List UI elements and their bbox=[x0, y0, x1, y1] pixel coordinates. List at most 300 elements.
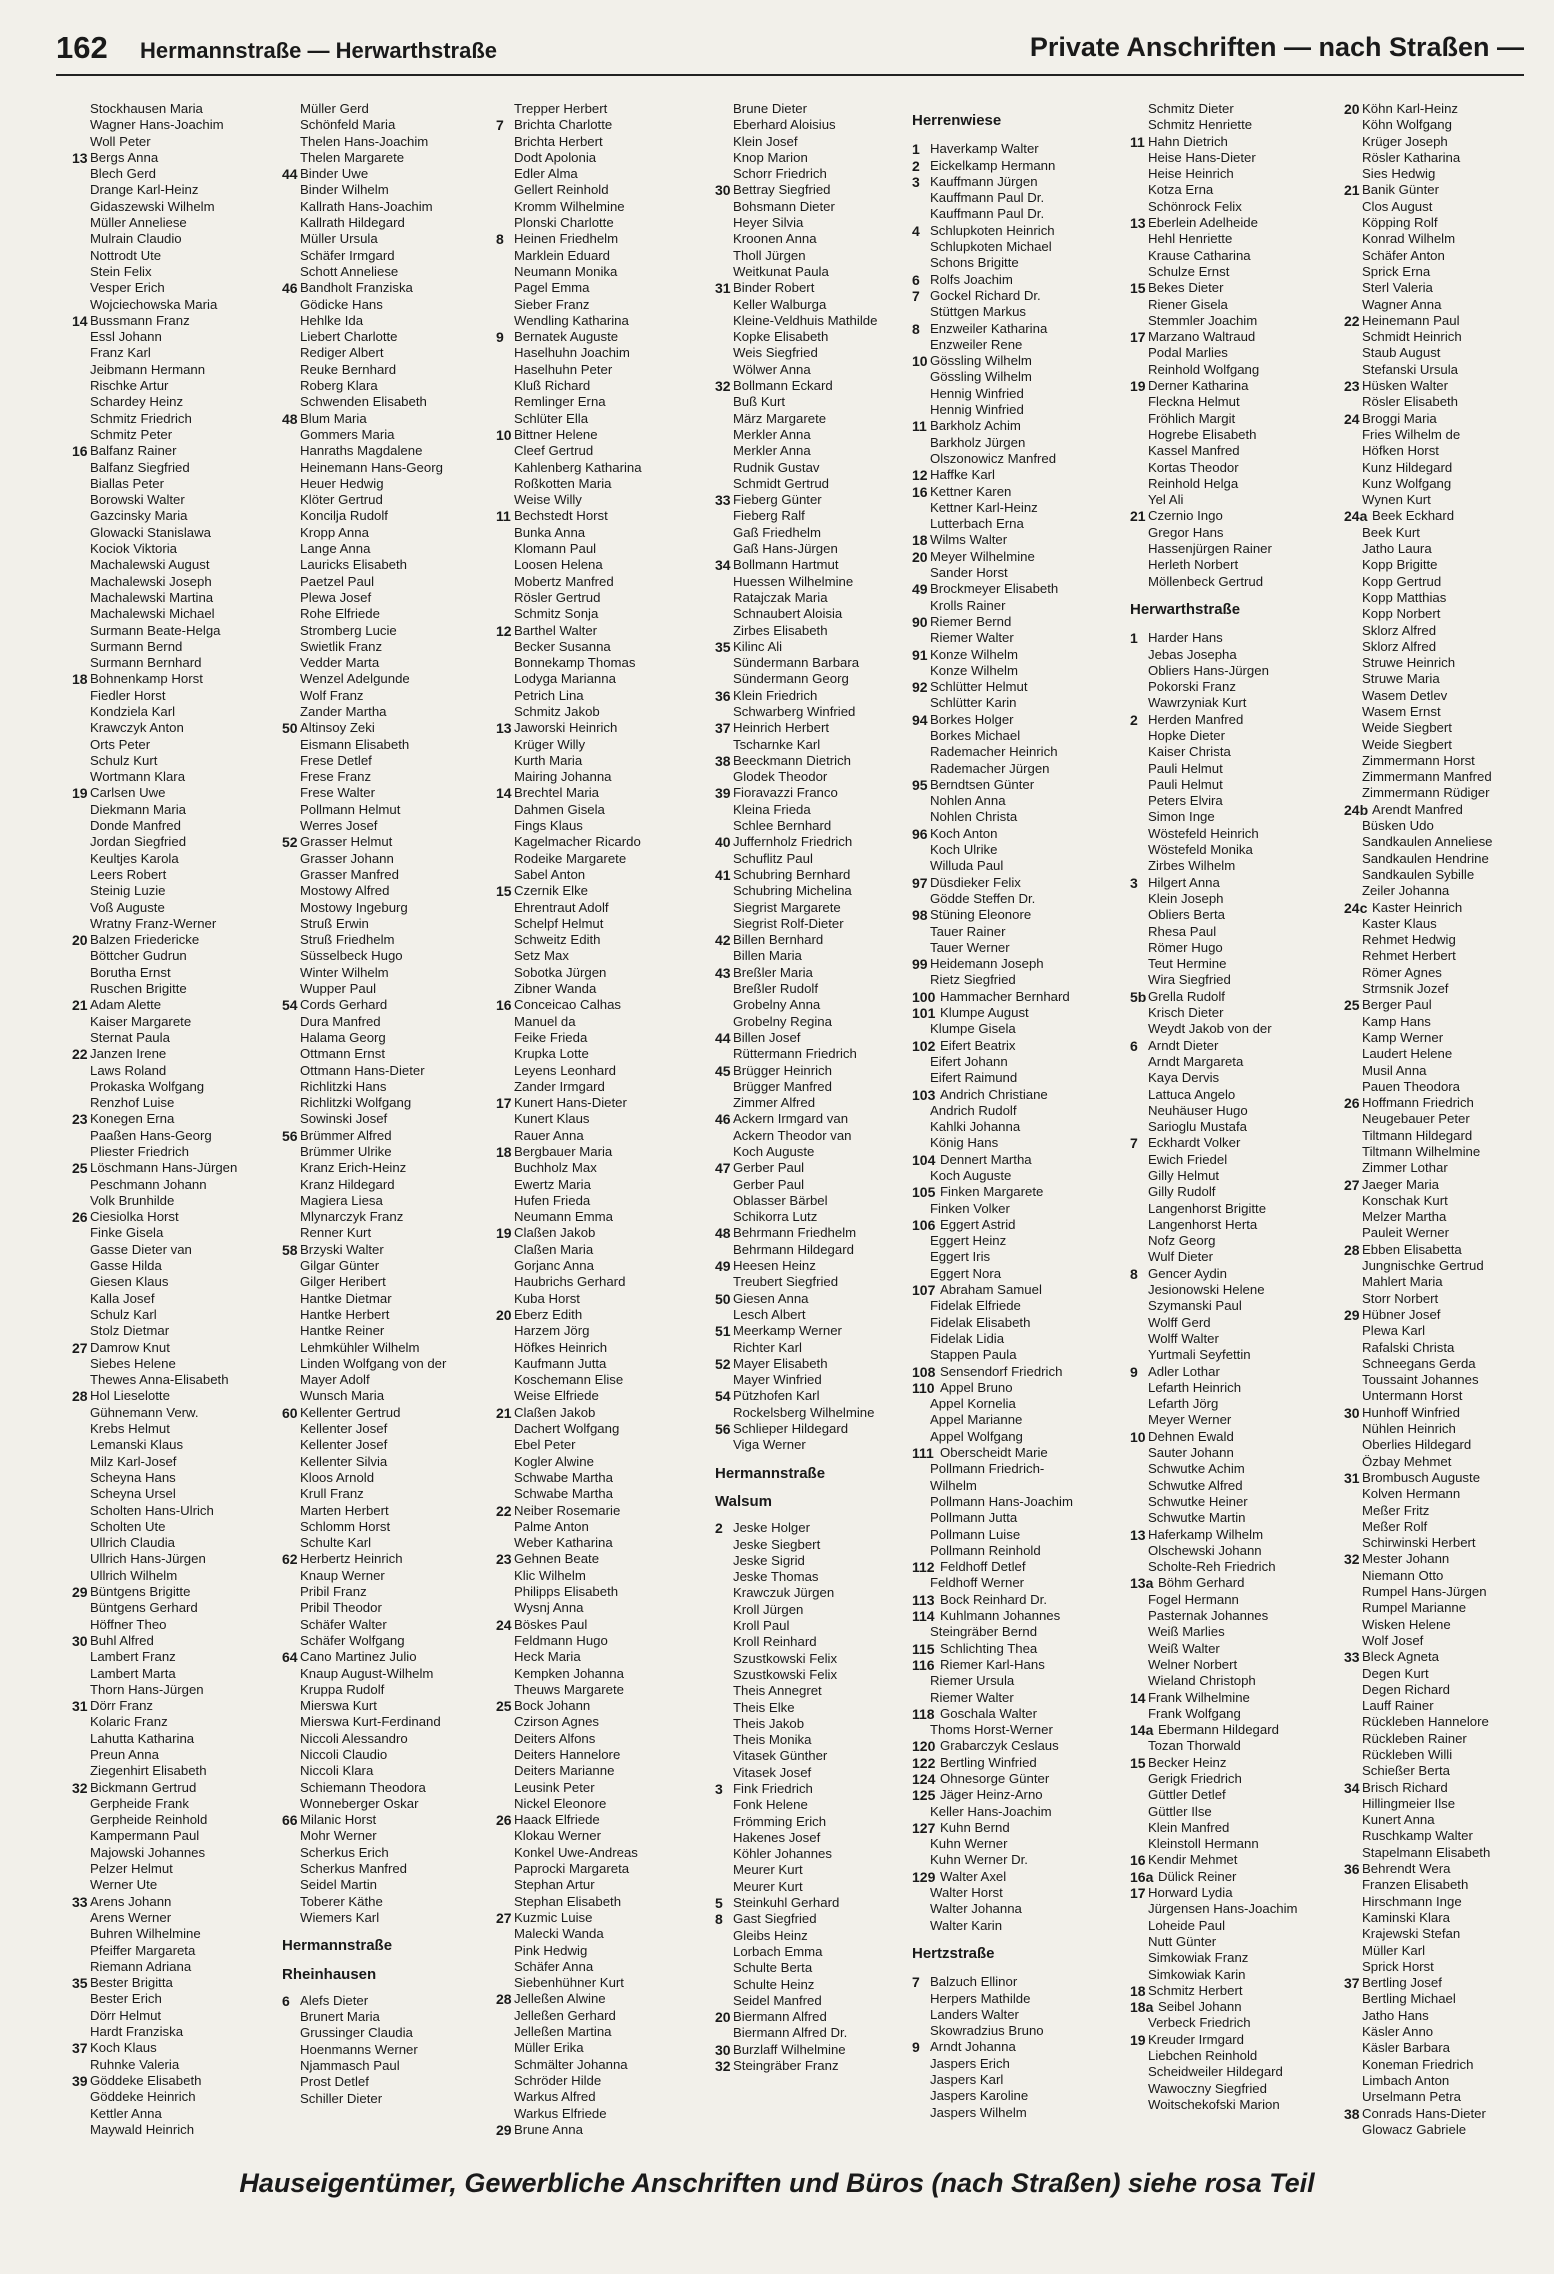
list-item bbox=[496, 557, 708, 573]
list-item bbox=[1344, 1388, 1554, 1404]
resident-name: Weiß Walter bbox=[1148, 1640, 1220, 1656]
list-item bbox=[282, 541, 494, 557]
resident-name: Steinkuhl Gerhard bbox=[733, 1895, 840, 1911]
house-number bbox=[496, 834, 514, 850]
resident-name: Obliers Berta bbox=[1148, 907, 1225, 923]
house-number bbox=[1344, 117, 1362, 133]
list-item bbox=[912, 321, 1124, 337]
house-number bbox=[282, 492, 300, 508]
street-heading: Hermannstraße bbox=[715, 1464, 826, 1482]
resident-name: Pfeiffer Margareta bbox=[90, 1942, 196, 1958]
house-number bbox=[72, 1731, 90, 1747]
house-number: 28 bbox=[496, 1991, 512, 2008]
house-number bbox=[72, 1845, 90, 1861]
house-number bbox=[282, 1731, 300, 1747]
resident-name: Ottmann Hans-Dieter bbox=[300, 1062, 425, 1078]
resident-name: Büsken Udo bbox=[1362, 818, 1434, 834]
house-number bbox=[912, 1478, 930, 1494]
resident-name: Klein Joseph bbox=[1148, 890, 1224, 906]
house-number bbox=[72, 492, 90, 508]
list-item bbox=[496, 199, 708, 215]
list-item bbox=[1130, 117, 1342, 133]
resident-name: Kaminski Klara bbox=[1362, 1909, 1450, 1925]
house-number: 18 bbox=[72, 671, 88, 688]
house-number: 25 bbox=[72, 1160, 88, 1177]
list-item bbox=[715, 1602, 927, 1618]
resident-name: Krupka Lotte bbox=[514, 1046, 589, 1062]
list-item bbox=[282, 264, 494, 280]
resident-name: Binder Wilhelm bbox=[300, 182, 389, 198]
resident-name: Theis Elke bbox=[733, 1699, 795, 1715]
house-number bbox=[282, 231, 300, 247]
resident-name: Schiemann Theodora bbox=[300, 1779, 426, 1795]
list-item bbox=[72, 1943, 284, 1959]
resident-name: Bock Johann bbox=[514, 1698, 591, 1714]
house-number: 32 bbox=[715, 378, 731, 395]
list-item bbox=[1344, 590, 1554, 606]
list-item bbox=[1130, 101, 1342, 117]
resident-name: Dörr Helmut bbox=[90, 2007, 162, 2023]
resident-name: Koch Klaus bbox=[90, 2040, 157, 2056]
house-number: 112 bbox=[912, 1559, 935, 1576]
house-number bbox=[912, 1233, 930, 1249]
resident-name: Weide Siegbert bbox=[1362, 736, 1452, 752]
resident-name: Borkes Michael bbox=[930, 727, 1021, 743]
list-item bbox=[1130, 907, 1342, 923]
house-number bbox=[282, 932, 300, 948]
list-item bbox=[496, 1828, 708, 1844]
house-number bbox=[1344, 1812, 1362, 1828]
resident-name: Degen Richard bbox=[1362, 1681, 1450, 1697]
house-number: 41 bbox=[715, 866, 731, 883]
resident-name: Kroonen Anna bbox=[733, 231, 817, 247]
list-item bbox=[72, 655, 284, 671]
resident-name: Römer Agnes bbox=[1362, 964, 1442, 980]
resident-name: Pollmann Luise bbox=[930, 1526, 1021, 1542]
resident-name: Ruschen Brigitte bbox=[90, 981, 187, 997]
house-number bbox=[1130, 2097, 1148, 2113]
house-number bbox=[282, 1682, 300, 1698]
house-number bbox=[1130, 1119, 1148, 1135]
resident-name: Schorr Friedrich bbox=[733, 166, 827, 182]
resident-name: Mobertz Manfred bbox=[514, 573, 614, 589]
resident-name: Rüttermann Friedrich bbox=[733, 1046, 857, 1062]
resident-name: Stolz Dietmar bbox=[90, 1323, 170, 1339]
house-number bbox=[912, 924, 930, 940]
resident-name: Rückleben Rainer bbox=[1362, 1730, 1467, 1746]
list-item bbox=[715, 900, 927, 916]
house-number bbox=[715, 345, 733, 361]
list-item bbox=[715, 1537, 927, 1553]
resident-name: Deiters Marianne bbox=[514, 1763, 615, 1779]
house-number bbox=[282, 1617, 300, 1633]
list-item bbox=[282, 1437, 494, 1453]
house-number bbox=[912, 1673, 930, 1689]
house-number bbox=[496, 1633, 514, 1649]
list-item bbox=[72, 329, 284, 345]
list-item bbox=[72, 1714, 284, 1730]
list-item bbox=[912, 288, 1124, 304]
list-item bbox=[496, 1584, 708, 1600]
resident-name: Kalla Josef bbox=[90, 1290, 155, 1306]
house-number bbox=[282, 1177, 300, 1193]
list-item bbox=[282, 492, 494, 508]
house-number bbox=[1344, 655, 1362, 671]
resident-name: Hoenmanns Werner bbox=[300, 2041, 418, 2057]
list-item bbox=[72, 101, 284, 117]
resident-name: Kaufmann Jutta bbox=[514, 1355, 607, 1371]
list-item bbox=[496, 1714, 708, 1730]
house-number: 12 bbox=[912, 467, 928, 484]
list-item bbox=[72, 948, 284, 964]
house-number: 14 bbox=[1130, 1689, 1146, 1706]
list-item bbox=[1130, 647, 1342, 663]
list-item bbox=[715, 1242, 927, 1258]
house-number bbox=[72, 1470, 90, 1486]
list-item bbox=[912, 1706, 1124, 1722]
list-item bbox=[496, 541, 708, 557]
house-number bbox=[715, 1340, 733, 1356]
list-item bbox=[282, 1242, 494, 1258]
list-item bbox=[496, 965, 708, 981]
list-item bbox=[715, 704, 927, 720]
resident-name: Finken Volker bbox=[930, 1200, 1010, 1216]
house-number bbox=[715, 1405, 733, 1421]
list-item bbox=[1130, 1038, 1342, 1054]
resident-name: Knaup Werner bbox=[300, 1567, 385, 1583]
house-number bbox=[715, 313, 733, 329]
house-number bbox=[715, 916, 733, 932]
house-number bbox=[496, 606, 514, 622]
house-number bbox=[282, 1421, 300, 1437]
resident-name: Warkus Alfred bbox=[514, 2089, 596, 2105]
resident-name: Schulz Kurt bbox=[90, 752, 158, 768]
house-number bbox=[496, 1600, 514, 1616]
resident-name: Welner Norbert bbox=[1148, 1656, 1238, 1672]
resident-name: Czernik Elke bbox=[514, 883, 589, 899]
house-number: 17 bbox=[496, 1095, 512, 1112]
house-number: 32 bbox=[1344, 1551, 1360, 1568]
resident-name: Plewa Josef bbox=[300, 589, 372, 605]
house-number bbox=[1130, 1771, 1148, 1787]
list-item bbox=[715, 1340, 927, 1356]
house-number bbox=[1130, 1478, 1148, 1494]
house-number bbox=[282, 508, 300, 524]
resident-name: Ebben Elisabetta bbox=[1362, 1241, 1462, 1257]
list-item bbox=[715, 476, 927, 492]
house-number bbox=[282, 215, 300, 231]
list-item bbox=[1130, 1755, 1342, 1771]
resident-name: Kunert Hans-Dieter bbox=[514, 1095, 627, 1111]
resident-name: Pribil Theodor bbox=[300, 1600, 382, 1616]
resident-name: Kahlki Johanna bbox=[930, 1119, 1021, 1135]
resident-name: Pauli Helmut bbox=[1148, 776, 1223, 792]
resident-name: Winter Wilhelm bbox=[300, 964, 389, 980]
house-number bbox=[496, 443, 514, 459]
resident-name: Bleck Agneta bbox=[1362, 1649, 1439, 1665]
list-item bbox=[715, 1160, 927, 1176]
house-number bbox=[1130, 345, 1148, 361]
resident-name: Wysnj Anna bbox=[514, 1600, 584, 1616]
list-item bbox=[282, 932, 494, 948]
list-item bbox=[715, 867, 927, 883]
house-number bbox=[912, 190, 930, 206]
resident-name: Meßer Fritz bbox=[1362, 1502, 1430, 1518]
house-number: 21 bbox=[1130, 508, 1146, 525]
page-number: 162 bbox=[56, 30, 108, 65]
house-number: 29 bbox=[1344, 1306, 1360, 1323]
house-number bbox=[715, 851, 733, 867]
list-item bbox=[1130, 1820, 1342, 1836]
house-number: 39 bbox=[715, 785, 731, 802]
list-item bbox=[1130, 1135, 1342, 1151]
list-item bbox=[912, 239, 1124, 255]
resident-name: Feldhoff Detlef bbox=[940, 1559, 1026, 1575]
resident-name: Alefs Dieter bbox=[300, 1992, 369, 2008]
list-item bbox=[1344, 1519, 1554, 1535]
resident-name: Rumpel Hans-Jürgen bbox=[1362, 1584, 1487, 1600]
house-number bbox=[912, 435, 930, 451]
house-number bbox=[715, 1585, 733, 1601]
list-item bbox=[1344, 460, 1554, 476]
resident-name: Gerigk Friedrich bbox=[1148, 1770, 1242, 1786]
list-item bbox=[72, 1079, 284, 1095]
house-number bbox=[715, 1014, 733, 1030]
resident-name: Bollmann Eckard bbox=[733, 378, 833, 394]
list-item bbox=[72, 427, 284, 443]
house-number bbox=[72, 1274, 90, 1290]
resident-name: Rademacher Heinrich bbox=[930, 744, 1058, 760]
house-number bbox=[72, 769, 90, 785]
resident-name: Schwutke Alfred bbox=[1148, 1477, 1243, 1493]
house-number bbox=[715, 1944, 733, 1960]
house-number bbox=[715, 1960, 733, 1976]
house-number bbox=[496, 867, 514, 883]
house-number bbox=[715, 1928, 733, 1944]
list-item bbox=[1344, 199, 1554, 215]
house-number bbox=[715, 704, 733, 720]
list-item bbox=[72, 476, 284, 492]
resident-name: Kleinstoll Hermann bbox=[1148, 1836, 1259, 1852]
list-item bbox=[912, 223, 1124, 239]
resident-name: Rehmet Herbert bbox=[1362, 948, 1456, 964]
list-item bbox=[715, 182, 927, 198]
house-number bbox=[496, 639, 514, 655]
resident-name: Balfanz Rainer bbox=[90, 443, 177, 459]
house-number: 35 bbox=[72, 1975, 88, 1992]
house-number: 19 bbox=[1130, 378, 1146, 395]
list-item bbox=[496, 1991, 708, 2007]
house-number bbox=[72, 1258, 90, 1274]
house-number bbox=[282, 1372, 300, 1388]
house-number bbox=[1130, 1559, 1148, 1575]
street-heading: Herwarthstraße bbox=[1130, 600, 1241, 618]
list-item bbox=[496, 1845, 708, 1861]
house-number: 20 bbox=[72, 932, 88, 949]
house-number bbox=[72, 427, 90, 443]
house-number: 29 bbox=[496, 2121, 512, 2138]
list-item bbox=[1130, 1282, 1342, 1298]
house-number bbox=[1130, 1380, 1148, 1396]
house-number: 19 bbox=[1130, 2031, 1146, 2048]
house-number bbox=[1344, 883, 1362, 899]
house-number: 49 bbox=[912, 581, 928, 598]
house-number bbox=[1130, 2048, 1148, 2064]
resident-name: Grasser Manfred bbox=[300, 866, 399, 882]
list-item bbox=[715, 1944, 927, 1960]
resident-name: Grasser Johann bbox=[300, 850, 394, 866]
list-item bbox=[282, 2025, 494, 2041]
house-number bbox=[282, 737, 300, 753]
house-number: 107 bbox=[912, 1282, 936, 1299]
resident-name: Stefanski Ursula bbox=[1362, 361, 1459, 377]
house-number bbox=[72, 231, 90, 247]
list-item bbox=[282, 965, 494, 981]
house-number bbox=[715, 1569, 733, 1585]
resident-name: Majowski Johannes bbox=[90, 1844, 206, 1860]
list-item bbox=[72, 248, 284, 264]
house-number bbox=[72, 1763, 90, 1779]
resident-name: Schubring Michelina bbox=[733, 883, 852, 899]
list-item bbox=[1130, 134, 1342, 150]
resident-name: Appel Marianne bbox=[930, 1412, 1023, 1428]
resident-name: Olschewski Johann bbox=[1148, 1542, 1262, 1558]
resident-name: Gorjanc Anna bbox=[514, 1258, 594, 1274]
house-number bbox=[72, 1943, 90, 1959]
resident-name: Musil Anna bbox=[1362, 1062, 1427, 1078]
list-item bbox=[1344, 818, 1554, 834]
list-item bbox=[912, 1510, 1124, 1526]
resident-name: Pliester Friedrich bbox=[90, 1144, 189, 1159]
list-item bbox=[1344, 1714, 1554, 1730]
house-number bbox=[496, 1063, 514, 1079]
house-number bbox=[282, 1600, 300, 1616]
house-number bbox=[496, 851, 514, 867]
list-item bbox=[1130, 1298, 1342, 1314]
house-number bbox=[715, 1765, 733, 1781]
resident-name: Köpping Rolf bbox=[1362, 215, 1438, 231]
list-item bbox=[496, 2024, 708, 2040]
resident-name: Peters Elvira bbox=[1148, 793, 1223, 809]
resident-name: Pollmann Jutta bbox=[930, 1510, 1018, 1526]
house-number: 30 bbox=[715, 182, 731, 199]
house-number: 23 bbox=[496, 1551, 512, 1568]
resident-name: Blech Gerd bbox=[90, 166, 156, 182]
street-range-title: Hermannstraße — Herwarthstraße bbox=[140, 38, 498, 63]
resident-name: Eberhard Aloisius bbox=[733, 117, 836, 133]
house-number bbox=[282, 329, 300, 345]
list-item bbox=[1130, 345, 1342, 361]
house-number bbox=[282, 1519, 300, 1535]
resident-name: Sieber Franz bbox=[514, 296, 590, 312]
resident-name: Bertling Michael bbox=[1362, 1991, 1456, 2007]
house-number bbox=[282, 1584, 300, 1600]
house-number bbox=[1130, 411, 1148, 427]
list-item bbox=[1130, 809, 1342, 825]
list-item bbox=[715, 1063, 927, 1079]
list-item bbox=[912, 891, 1124, 907]
house-number bbox=[912, 1885, 930, 1901]
resident-name: Banik Günter bbox=[1362, 182, 1439, 198]
list-item bbox=[912, 1543, 1124, 1559]
resident-name: Zimmermann Manfred bbox=[1362, 769, 1492, 785]
house-number bbox=[1130, 117, 1148, 133]
resident-name: Ohnesorge Günter bbox=[940, 1770, 1050, 1786]
list-item bbox=[715, 1095, 927, 1111]
house-number bbox=[496, 2008, 514, 2024]
house-number bbox=[282, 297, 300, 313]
resident-name: Rietz Siegfried bbox=[930, 972, 1016, 988]
list-item bbox=[1130, 1445, 1342, 1461]
house-number: 9 bbox=[496, 329, 504, 346]
house-number bbox=[715, 769, 733, 785]
house-number bbox=[1344, 671, 1362, 687]
list-item bbox=[912, 1217, 1124, 1233]
list-item bbox=[912, 647, 1124, 663]
house-number: 22 bbox=[496, 1502, 512, 1519]
list-item bbox=[1344, 345, 1554, 361]
list-item bbox=[715, 1323, 927, 1339]
house-number bbox=[496, 166, 514, 182]
resident-name: Neuhäuser Hugo bbox=[1148, 1102, 1248, 1118]
resident-name: Heinemann Paul bbox=[1362, 312, 1460, 328]
house-number bbox=[1344, 1323, 1362, 1339]
resident-name: Schmidt Gertrud bbox=[733, 475, 830, 491]
house-number bbox=[1130, 1592, 1148, 1608]
house-number bbox=[715, 476, 733, 492]
list-item bbox=[715, 1765, 927, 1781]
house-number bbox=[496, 297, 514, 313]
list-item bbox=[72, 362, 284, 378]
house-number bbox=[715, 1830, 733, 1846]
house-number bbox=[912, 598, 930, 614]
list-item bbox=[72, 1503, 284, 1519]
resident-name: Kallrath Hildegard bbox=[300, 215, 405, 231]
house-number bbox=[72, 134, 90, 150]
resident-name: Hahn Dietrich bbox=[1148, 133, 1228, 149]
house-number bbox=[496, 1340, 514, 1356]
house-number bbox=[1344, 557, 1362, 573]
house-number: 11 bbox=[1130, 133, 1145, 150]
list-item bbox=[715, 329, 927, 345]
house-number bbox=[72, 590, 90, 606]
house-number: 33 bbox=[715, 492, 731, 509]
house-number bbox=[72, 378, 90, 394]
list-item bbox=[1130, 1543, 1342, 1559]
resident-name: Wöstefeld Monika bbox=[1148, 842, 1253, 858]
resident-name: Milanic Horst bbox=[300, 1812, 377, 1828]
house-number bbox=[282, 1258, 300, 1274]
house-number bbox=[496, 215, 514, 231]
list-item bbox=[1344, 606, 1554, 622]
resident-name: Jelleßen Alwine bbox=[514, 1991, 606, 2007]
house-number bbox=[282, 1111, 300, 1127]
house-number bbox=[72, 1437, 90, 1453]
house-number: 20 bbox=[715, 2009, 731, 2026]
resident-name: Schwarberg Winfried bbox=[733, 703, 856, 719]
house-number bbox=[496, 1894, 514, 1910]
house-number bbox=[1344, 948, 1362, 964]
house-number bbox=[715, 1242, 733, 1258]
list-item bbox=[72, 460, 284, 476]
list-item bbox=[715, 1372, 927, 1388]
list-item bbox=[282, 1503, 494, 1519]
house-number bbox=[1344, 1503, 1362, 1519]
house-number bbox=[1344, 134, 1362, 150]
house-number bbox=[282, 1160, 300, 1176]
house-number: 24 bbox=[496, 1616, 512, 1633]
resident-name: Koneman Friedrich bbox=[1362, 2056, 1474, 2072]
